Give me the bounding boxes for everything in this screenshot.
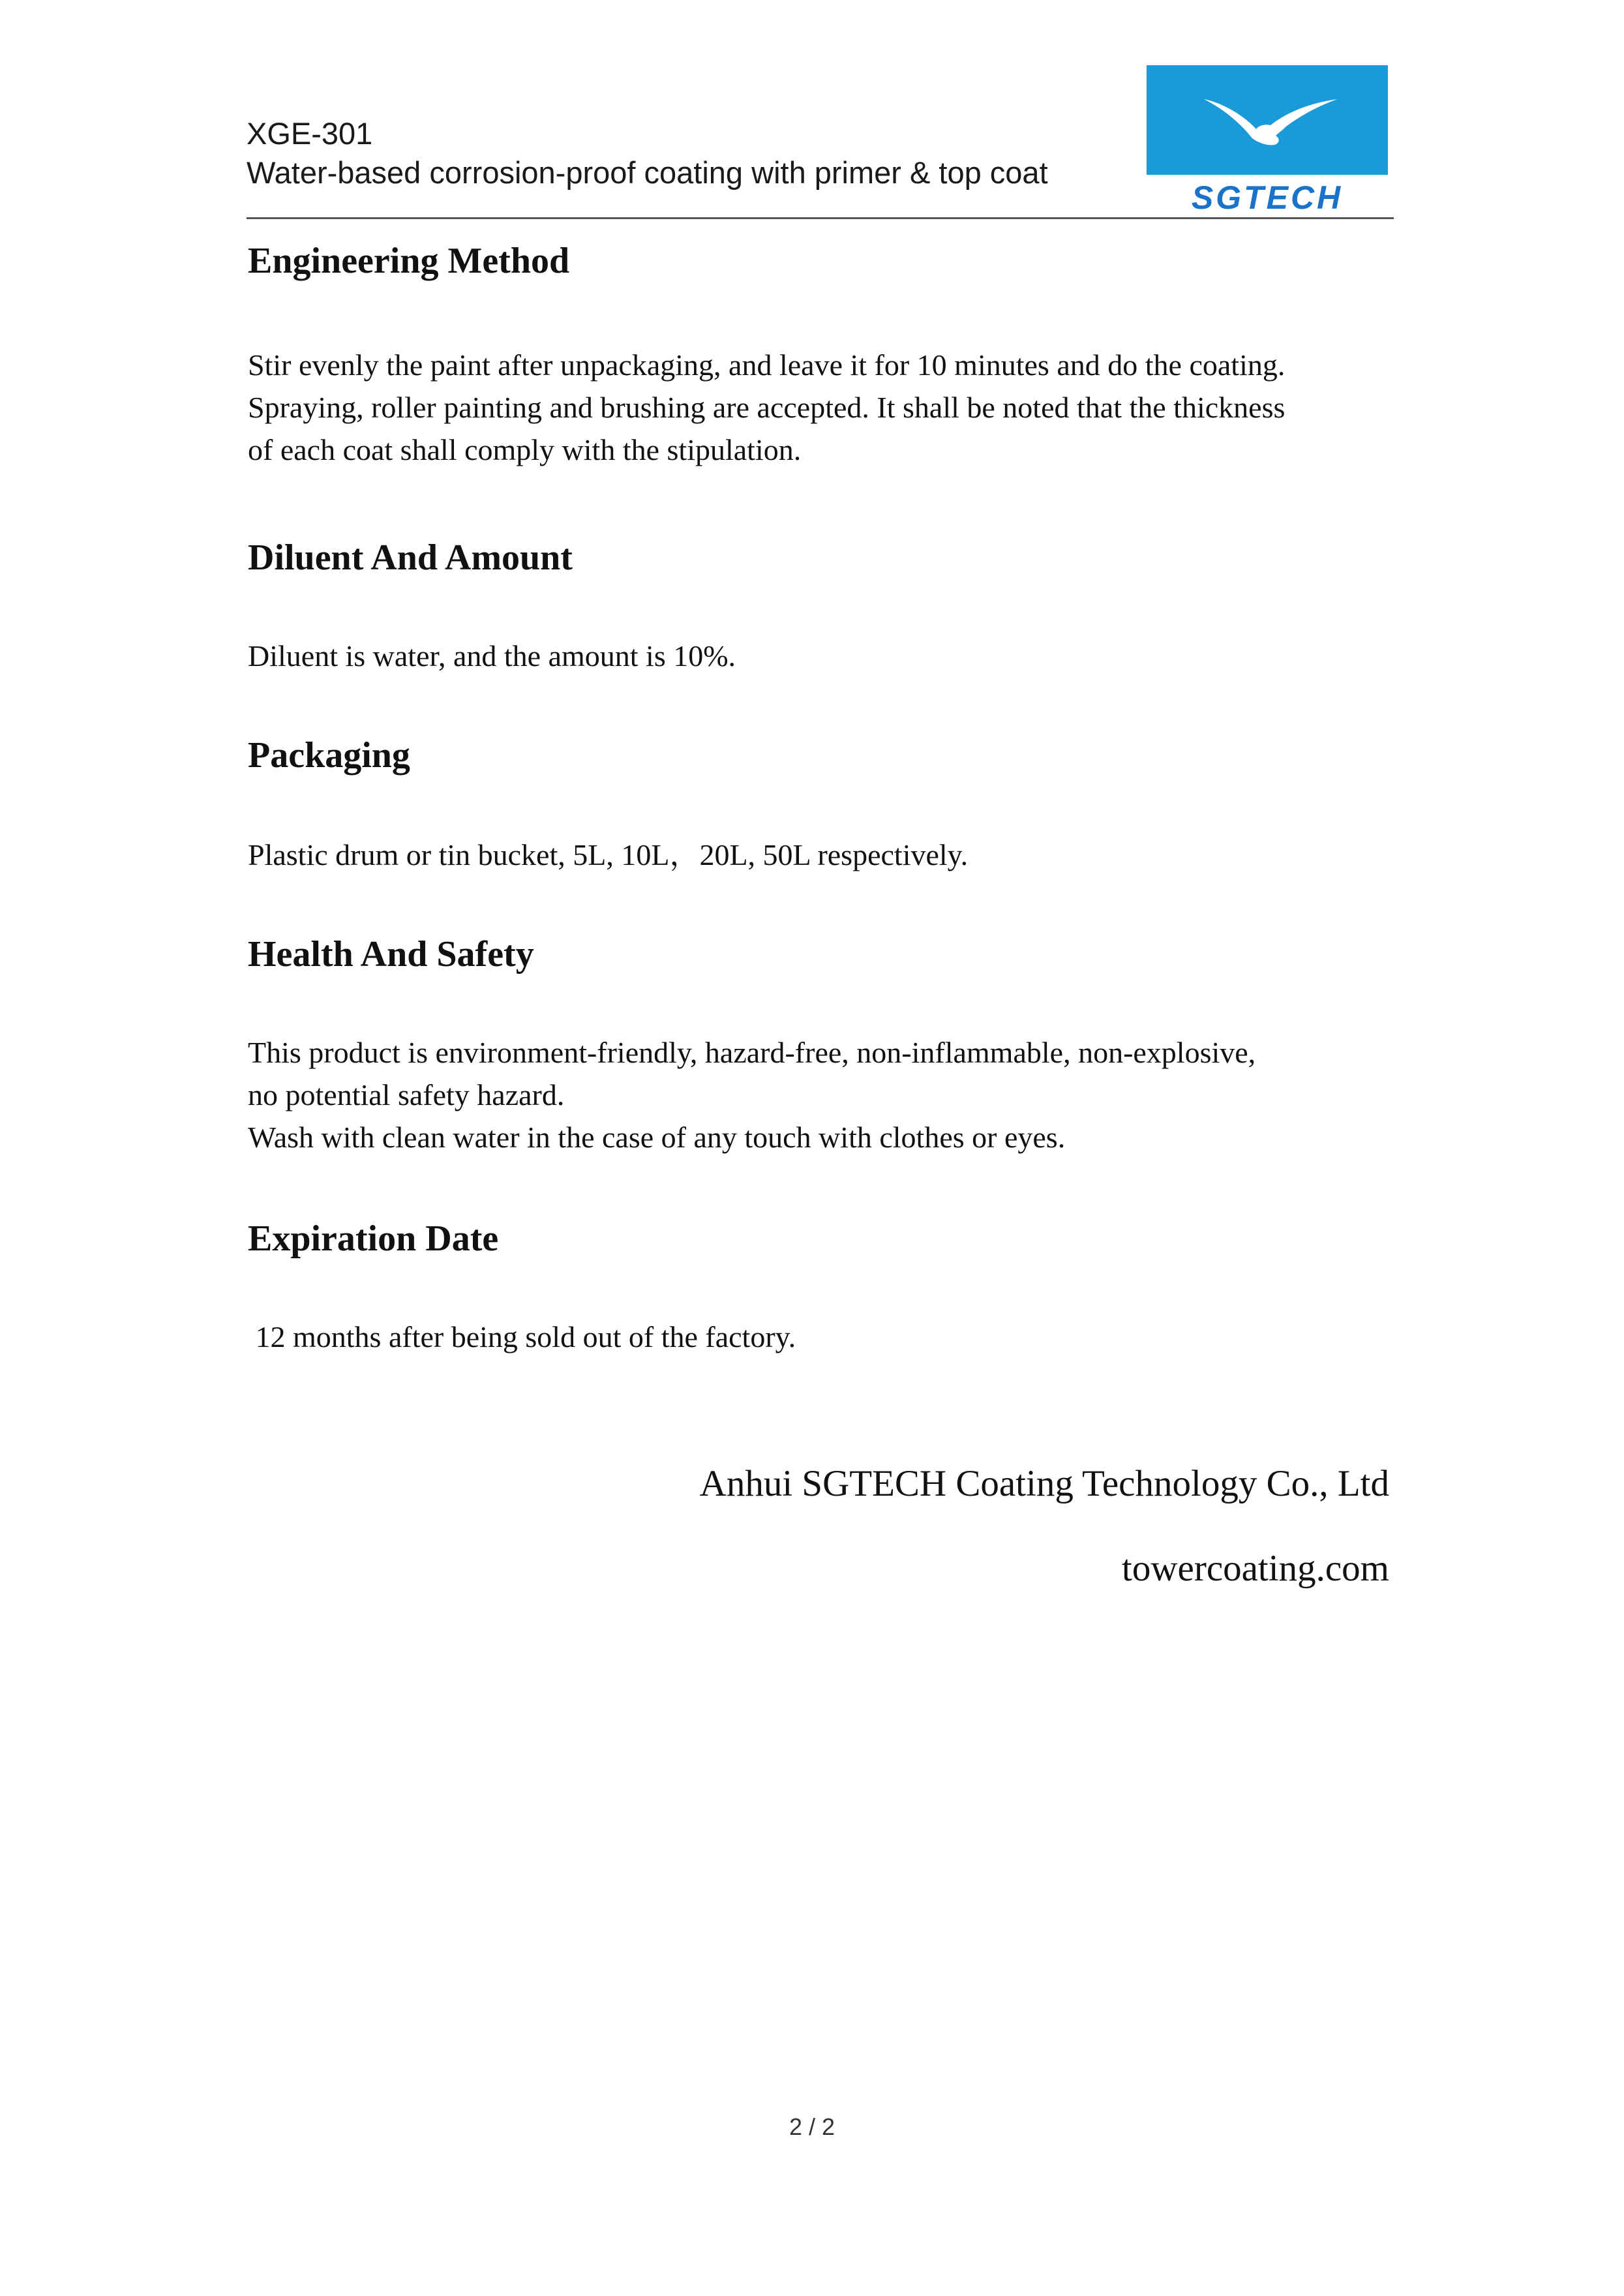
company-website: towercoating.com xyxy=(1122,1548,1389,1589)
header-divider xyxy=(247,217,1394,219)
section-expiration-date xyxy=(248,1216,1396,1358)
document-header xyxy=(247,114,1048,192)
section-heading: Engineering Method xyxy=(248,241,570,281)
logo-text: SGTECH xyxy=(1191,179,1344,216)
paragraph-line: no potential safety hazard. xyxy=(248,1078,565,1111)
paragraph-line: Plastic drum or tin bucket, 5L, 10L，20L, 50L respectively. xyxy=(248,838,969,871)
sgtech-logo xyxy=(1147,65,1388,219)
company-name: Anhui SGTECH Coating Technology Co., Ltd xyxy=(699,1463,1389,1504)
paragraph-line: Wash with clean water in the case of any touch with clothes or eyes. xyxy=(248,1121,1066,1154)
section-packaging xyxy=(248,733,1396,876)
paragraph-line: of each coat shall comply with the stipulation. xyxy=(248,433,802,466)
product-code: XGE-301 xyxy=(247,116,373,151)
section-engineering-method xyxy=(248,238,1396,471)
document-body xyxy=(248,238,1396,1358)
paragraph-line: Stir evenly the paint after unpackaging, and leave it for 10 minutes and do the coating. xyxy=(248,348,1286,382)
paragraph-line: This product is environment-friendly, hazard-free, non-inflammable, non-explosive, xyxy=(248,1036,1256,1069)
product-subtitle: Water-based corrosion-proof coating with primer & top coat xyxy=(247,155,1048,190)
section-heading: Health And Safety xyxy=(248,934,534,974)
section-heading: Packaging xyxy=(248,735,410,776)
paragraph-line: 12 months after being sold out of the factory. xyxy=(248,1320,796,1353)
section-heading: Diluent And Amount xyxy=(248,537,573,578)
section-heading: Expiration Date xyxy=(248,1218,499,1259)
paragraph-line: Diluent is water, and the amount is 10%. xyxy=(248,639,736,672)
section-health-and-safety xyxy=(248,931,1396,1158)
paragraph-line: Spraying, roller painting and brushing are accepted. It shall be noted that the thickness xyxy=(248,391,1286,424)
section-diluent-and-amount xyxy=(248,535,1396,677)
page-number: 2 / 2 xyxy=(789,2113,835,2140)
